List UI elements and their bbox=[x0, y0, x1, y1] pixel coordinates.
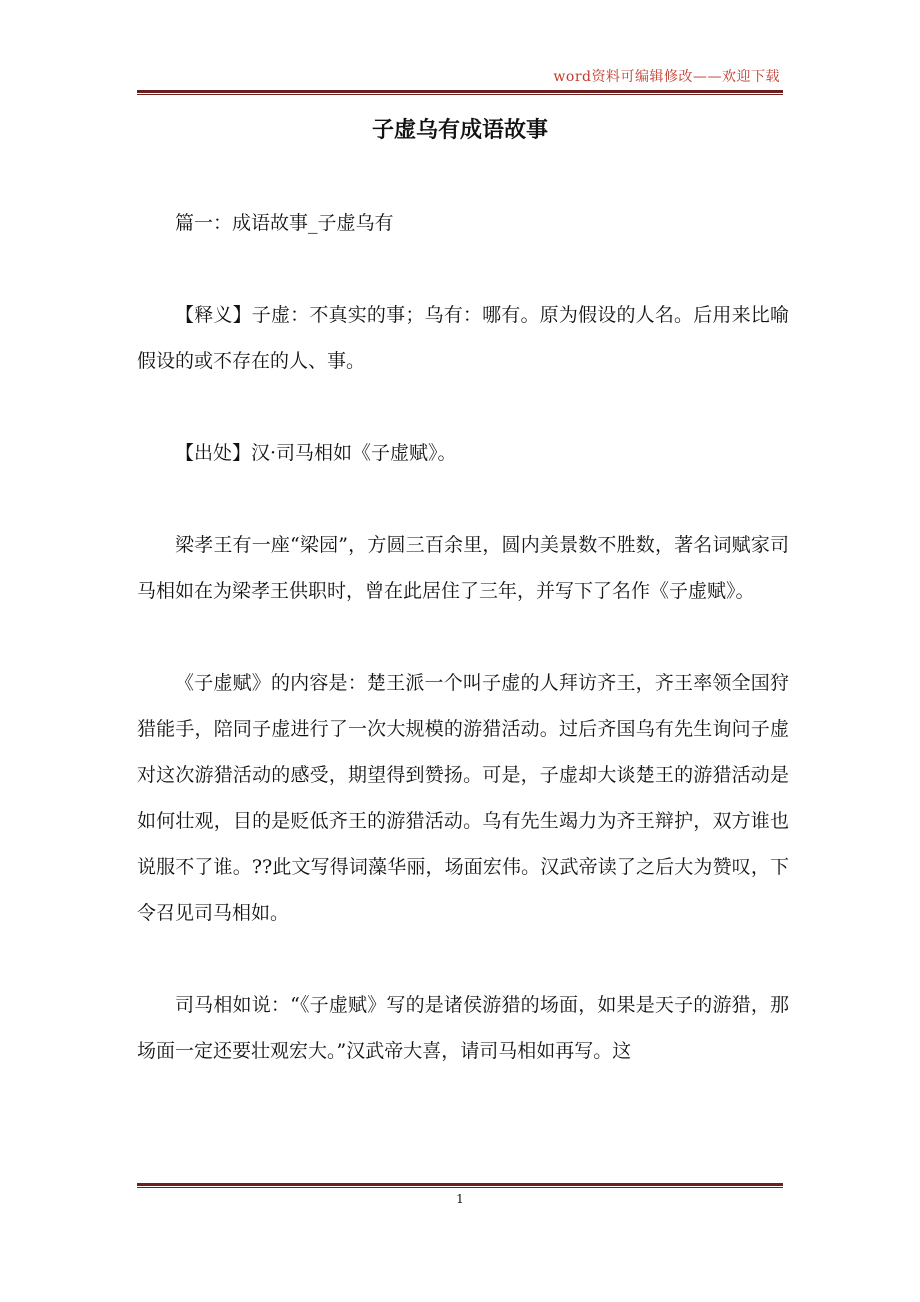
page-number: 1 bbox=[456, 1192, 464, 1206]
document-body bbox=[137, 200, 789, 1120]
paragraph-source: 【出处】汉·司马相如《子虚赋》。 bbox=[175, 442, 457, 464]
paragraph-section-heading: 篇一：成语故事_子虚乌有 bbox=[175, 212, 394, 234]
document-title: 子虚乌有成语故事 bbox=[371, 118, 548, 143]
paragraph-story-2: 《子虚赋》的内容是：楚王派一个叫子虚的人拜访齐王，齐王率领全国狩猎能手，陪同子虚进行了一次大规模的游猎活动。过后齐国乌有先生询问子虚对这次游猎活动的感受，期望得到赞扬。可是，子虚却大谈楚王的游猎活动是如何壮观，目的是贬低齐王的游猎活动。乌有先生竭力为齐王辩护，双方谁也说服不了谁。??此文写得词藻华丽，场面宏伟。汉武帝读了之后大为赞叹，下令召见司马相如。 bbox=[137, 672, 789, 924]
header-note: word资料可编辑修改——欢迎下载 bbox=[553, 69, 780, 85]
paragraph-definition: 【释义】子虚：不真实的事；乌有：哪有。原为假设的人名。后用来比喻假设的或不存在的人、事。 bbox=[137, 304, 789, 372]
paragraph-story-3: 司马相如说：“《子虚赋》写的是诸侯游猎的场面，如果是天子的游猎，那场面一定还要壮观宏大。”汉武帝大喜，请司马相如再写。这 bbox=[137, 994, 789, 1062]
paragraph-story-1: 梁孝王有一座“梁园”，方圆三百余里，圆内美景数不胜数，著名词赋家司马相如在为梁孝王供职时，曾在此居住了三年，并写下了名作《子虚赋》。 bbox=[137, 534, 789, 602]
